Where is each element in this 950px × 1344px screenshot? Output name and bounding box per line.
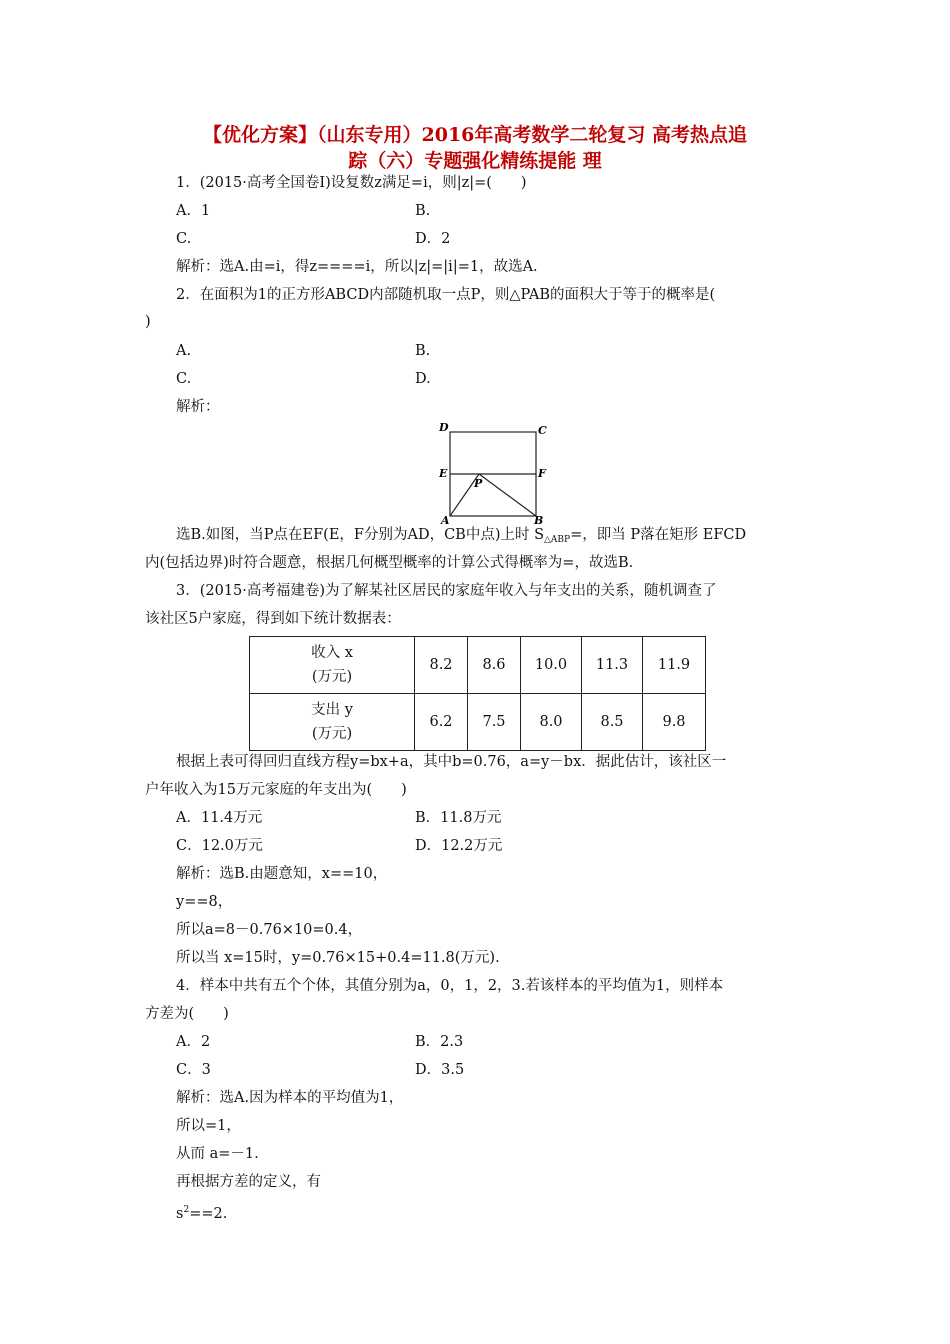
label-e: E xyxy=(439,467,448,480)
q2-answer-line2: 内(包括边界)时符合题意，根据几何概型概率的计算公式得概率为=，故选B. xyxy=(145,555,634,571)
segment-pb xyxy=(479,474,536,516)
document-title xyxy=(130,122,820,174)
q4-answer-line2: 所以=1， xyxy=(176,1118,241,1134)
q3-answer-line4: 所以当 x=15时，y=0.76×15+0.4=11.8(万元). xyxy=(176,950,500,966)
table-cell: 11.9 xyxy=(643,637,706,694)
q4-option-a: A．2 xyxy=(176,1034,211,1050)
q2-stem-line2: ) xyxy=(145,314,151,330)
expense-label: 支出 y xyxy=(311,702,353,718)
table-header-income xyxy=(250,637,415,694)
q3-answer-line2: y==8， xyxy=(176,894,233,910)
q2-option-a: A. xyxy=(176,343,192,359)
income-unit: (万元) xyxy=(311,669,353,685)
q3-answer-line3: 所以a=8－0.76×10=0.4， xyxy=(176,922,363,938)
expense-unit: (万元) xyxy=(311,726,353,742)
q2-answer-post: =，即当 P落在矩形 EFCD xyxy=(570,527,747,543)
q3-stem-line1: 3．(2015·高考福建卷)为了解某社区居民的家庭年收入与年支出的关系，随机调查了 xyxy=(176,583,717,599)
q3-option-c: C．12.0万元 xyxy=(176,838,263,854)
q3-option-a: A．11.4万元 xyxy=(176,810,263,826)
table-cell: 10.0 xyxy=(521,637,582,694)
q3-answer-line1: 解析：选B.由题意知，x==10， xyxy=(176,866,388,882)
q4-stem-line2: 方差为( ) xyxy=(145,1006,229,1022)
q4-answer-line3: 从而 a=－1. xyxy=(176,1146,259,1162)
q2-stem-line1: 2．在面积为1的正方形ABCD内部随机取一点P，则△PAB的面积大于等于的概率是( xyxy=(176,287,716,303)
q2-option-b: B. xyxy=(415,343,431,359)
q4-answer-line4: 再根据方差的定义，有 xyxy=(176,1174,321,1190)
q1-option-a: A．1 xyxy=(176,203,211,219)
q2-option-c: C. xyxy=(176,371,192,387)
statistics-table xyxy=(249,636,706,751)
table-cell: 8.6 xyxy=(468,637,521,694)
table-cell: 8.0 xyxy=(521,694,582,751)
income-label: 收入 x xyxy=(311,645,353,661)
q3-text-line1: 根据上表可得回归直线方程y=bx+a，其中b=0.76，a=y－bx．据此估计，该社区一 xyxy=(176,754,727,770)
variance-symbol: s xyxy=(176,1206,184,1222)
q4-stem-line1: 4．样本中共有五个个体，其值分别为a，0，1，2，3.若该样本的平均值为1，则样本 xyxy=(176,978,724,994)
variance-result: ==2. xyxy=(189,1206,228,1222)
table-cell: 6.2 xyxy=(415,694,468,751)
q2-option-d: D. xyxy=(415,371,431,387)
title-line-1: 【优化方案】（山东专用）2016年高考数学二轮复习 高考热点追 xyxy=(203,124,747,146)
table-cell: 9.8 xyxy=(643,694,706,751)
q1-answer: 解析：选A.由=i，得z====i，所以|z|=|i|=1，故选A. xyxy=(176,259,538,275)
q1-option-c: C. xyxy=(176,231,192,247)
table-cell: 8.5 xyxy=(582,694,643,751)
q4-option-c: C．3 xyxy=(176,1062,211,1078)
label-f: F xyxy=(538,467,546,480)
table-cell: 8.2 xyxy=(415,637,468,694)
q1-option-b: B. xyxy=(415,203,431,219)
label-b: B xyxy=(534,514,544,526)
q4-option-b: B．2.3 xyxy=(415,1034,464,1050)
label-c: C xyxy=(538,424,547,437)
table-row-income xyxy=(250,637,706,694)
label-d: D xyxy=(439,421,449,434)
q3-text-line2: 户年收入为15万元家庭的年支出为( ) xyxy=(145,782,407,798)
q1-option-d: D．2 xyxy=(415,231,451,247)
square-abcd-figure xyxy=(436,420,556,526)
table-header-expense xyxy=(250,694,415,751)
q1-stem: 1．(2015·高考全国卷Ⅰ)设复数z满足=i，则|z|=( ) xyxy=(176,175,527,191)
table-cell: 11.3 xyxy=(582,637,643,694)
q4-answer-line1: 解析：选A.因为样本的平均值为1， xyxy=(176,1090,404,1106)
table-row-expense xyxy=(250,694,706,751)
q3-stem-line2: 该社区5户家庭，得到如下统计数据表： xyxy=(145,611,401,627)
q3-option-d: D．12.2万元 xyxy=(415,838,503,854)
q3-option-b: B．11.8万元 xyxy=(415,810,502,826)
label-a: A xyxy=(441,514,450,526)
q2-answer-line1 xyxy=(176,525,746,550)
label-p: P xyxy=(474,477,483,490)
q4-answer-line5 xyxy=(176,1200,227,1224)
q2-answer-subscript: △ABP xyxy=(544,535,571,545)
title-line-2: 踪（六）专题强化精练提能 理 xyxy=(348,150,602,172)
variance-exponent: 2 xyxy=(183,1205,190,1215)
q2-answer-pre: 选B.如图，当P点在EF(E，F分别为AD，CB中点)上时 S xyxy=(176,527,545,543)
q2-analysis-label: 解析： xyxy=(176,399,220,415)
q4-option-d: D．3.5 xyxy=(415,1062,465,1078)
table-cell: 7.5 xyxy=(468,694,521,751)
